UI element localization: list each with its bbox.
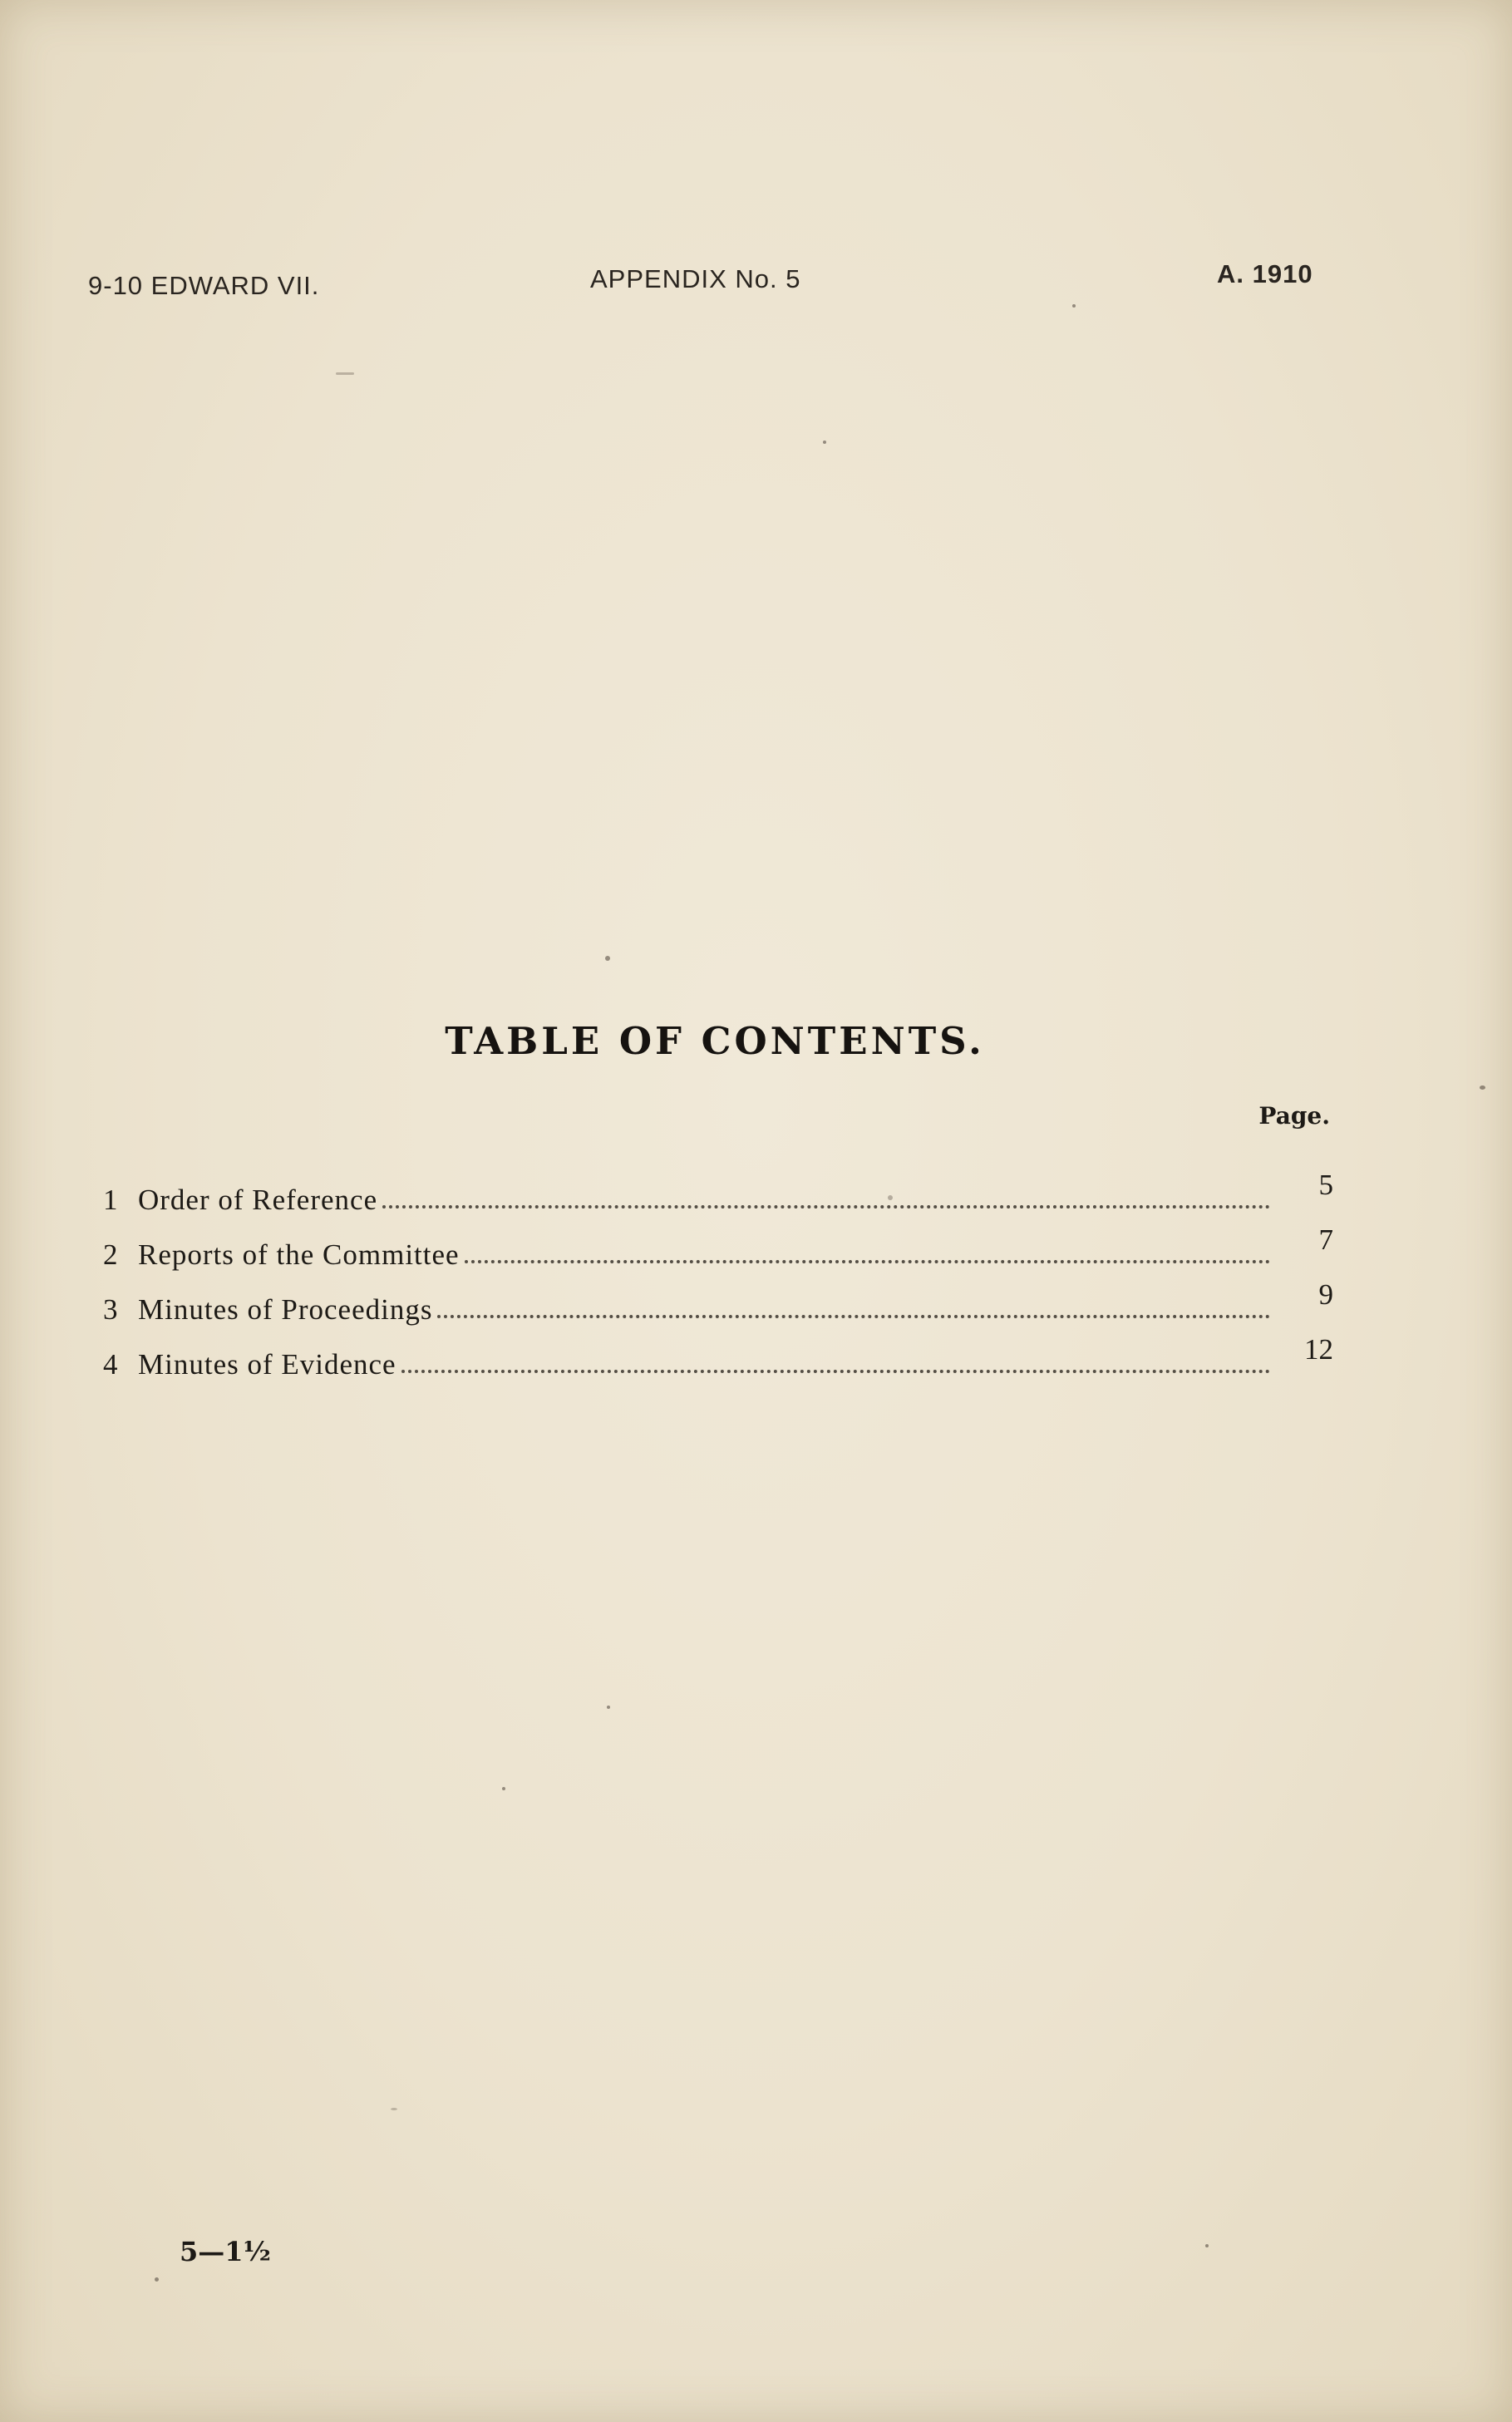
signature-mark: 5—1½ — [180, 2236, 271, 2267]
paper-speck — [1480, 1085, 1485, 1090]
toc-entry-page: 12 — [1304, 1333, 1333, 1366]
dot-leader — [437, 1315, 1270, 1318]
toc-entry — [103, 1217, 1333, 1272]
paper-speck — [502, 1787, 505, 1790]
toc-entry — [103, 1162, 1333, 1217]
toc-entry-label: Minutes of Proceedings — [138, 1293, 433, 1326]
toc-list — [103, 1162, 1333, 1381]
running-header — [0, 259, 1512, 309]
toc-entry-number: 4 — [103, 1348, 118, 1381]
toc-entry-number: 3 — [103, 1293, 118, 1326]
header-appendix-number: APPENDIX No. 5 — [590, 264, 801, 293]
paper-speck — [1205, 2244, 1209, 2247]
paper-speck — [1072, 304, 1076, 308]
page-column-label: Page. — [1258, 1102, 1330, 1130]
dot-leader — [465, 1260, 1270, 1263]
paper-speck — [888, 1195, 893, 1200]
toc-entry-label: Order of Reference — [138, 1184, 378, 1216]
dot-leader — [382, 1205, 1270, 1209]
toc-entry-label: Minutes of Evidence — [138, 1348, 396, 1381]
toc-entry-number: 1 — [103, 1184, 118, 1216]
paper-speck — [607, 1706, 610, 1709]
toc-entry — [103, 1272, 1333, 1327]
paper-speck — [155, 2277, 159, 2282]
toc-entry-page: 5 — [1318, 1169, 1333, 1201]
toc-entry-number: 2 — [103, 1238, 118, 1271]
dot-leader — [401, 1370, 1270, 1373]
toc-entry-label: Reports of the Committee — [138, 1238, 460, 1271]
toc-title: TABLE OF CONTENTS. — [445, 1019, 985, 1063]
toc-entry-page: 7 — [1318, 1223, 1333, 1256]
toc-entry-page: 9 — [1318, 1278, 1333, 1311]
paper-speck — [823, 441, 826, 444]
header-regnal-year: 9-10 EDWARD VII. — [88, 271, 320, 300]
toc-entry — [103, 1327, 1333, 1381]
paper-speck — [336, 372, 354, 375]
header-year: A. 1910 — [1217, 259, 1313, 288]
paper-speck — [605, 956, 610, 961]
paper-speck — [391, 2108, 397, 2110]
